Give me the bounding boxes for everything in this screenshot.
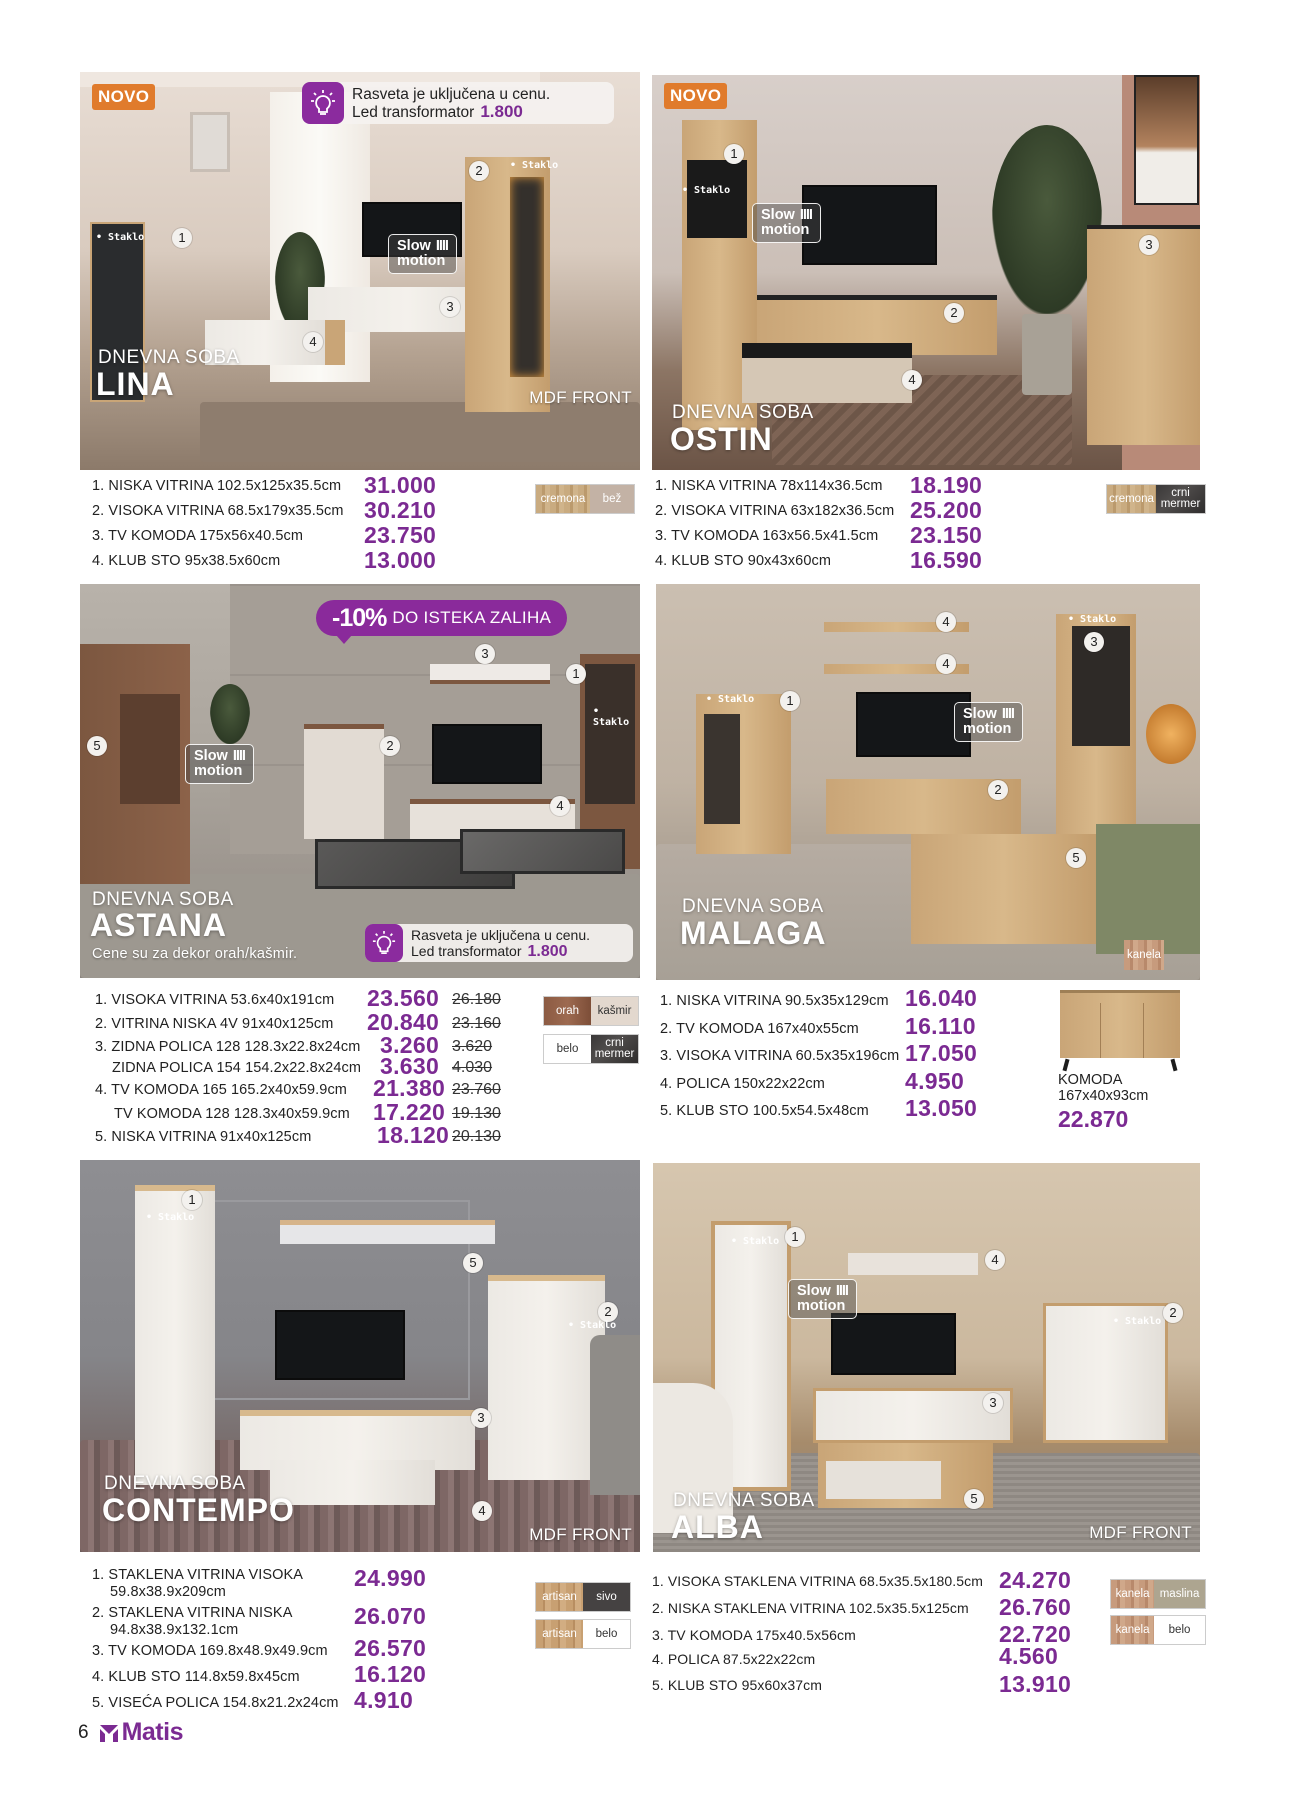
item-label: 4. KLUB STO 114.8x59.8x45cm (92, 1669, 300, 1685)
item-label: 2. VISOKA VITRINA 63x182x36.5cm (655, 503, 895, 519)
item-price: 26.570 (354, 1635, 427, 1661)
item-label: 3. ZIDNA POLICA 128 128.3x22.8x24cm (95, 1039, 361, 1055)
color-swatch-kanela-belo[interactable] (1110, 1615, 1206, 1645)
marker-4: 4 (936, 654, 956, 674)
price-row (660, 1095, 980, 1131)
klub-sto (742, 343, 912, 403)
price-row (95, 1008, 515, 1040)
color-swatch-artisan-belo[interactable] (535, 1619, 631, 1649)
price-row (95, 1075, 515, 1106)
item-dims: 94.8x38.9x132.1cm (110, 1622, 239, 1638)
tv (799, 185, 937, 265)
marker-5: 5 (463, 1253, 483, 1273)
color-swatch-artisan-sivo[interactable] (535, 1582, 631, 1612)
slow-bars-icon: IIII (799, 207, 812, 223)
color-swatch-kanela-maslina[interactable] (1110, 1579, 1206, 1609)
staklo-label: • Staklo (146, 1212, 195, 1223)
item-price: 4.950 (905, 1067, 965, 1094)
slow-word: Slow (397, 238, 431, 254)
led-line1: Rasveta je uključena u cenu. (352, 85, 551, 103)
staklo-label: • Staklo (96, 232, 145, 243)
marker-5: 5 (87, 736, 107, 756)
niska-vitrina (80, 644, 190, 884)
item-label: 4. POLICA 87.5x22x22cm (652, 1651, 816, 1667)
item-price: 30.210 (364, 497, 437, 523)
ostin-photo (652, 75, 1200, 470)
item-price: 23.750 (364, 522, 437, 548)
item-price: 16.110 (905, 1012, 976, 1039)
price-row (95, 985, 515, 1016)
staklo-label: • Staklo (731, 1236, 780, 1247)
item-price: 18.190 (910, 472, 983, 498)
swatch-maslina: maslina (1154, 1580, 1205, 1608)
slow-bars-icon: IIII (1001, 706, 1014, 722)
marker-1: 1 (566, 664, 586, 684)
promo-text: DO ISTEKA ZALIHA (392, 608, 552, 627)
ostin-price-list (655, 472, 1015, 578)
staklo-label: • Staklo (510, 160, 559, 171)
room-name-astana: ASTANA (90, 907, 227, 943)
matis-logo (99, 1718, 183, 1747)
novo-badge: NOVO (664, 83, 727, 109)
item-label: 2. STAKLENA VITRINA NISKA (92, 1605, 293, 1621)
marker-2: 2 (944, 303, 964, 323)
item-label: 3. TV KOMODA 175x40.5x56cm (652, 1627, 856, 1643)
item-label: 3. VISOKA VITRINA 60.5x35x196cm (660, 1048, 900, 1064)
price-row (652, 1671, 1072, 1703)
item-label: 1. VISOKA VITRINA 53.6x40x191cm (95, 992, 335, 1008)
price-row (95, 1032, 515, 1060)
room-subtitle: DNEVNA SOBA (92, 889, 234, 910)
item-label: 2. VISOKA VITRINA 68.5x179x35.5cm (92, 503, 344, 519)
slow-bars-icon: IIII (232, 748, 245, 764)
item-price: 24.990 (354, 1565, 427, 1591)
motion-word: motion (963, 721, 1012, 737)
promo-percent: -10% (332, 603, 387, 632)
item-label: 1. STAKLENA VITRINA VISOKA (92, 1567, 304, 1583)
plant (210, 684, 250, 744)
matis-logo-icon (99, 1723, 119, 1743)
alba-price-list (652, 1567, 1072, 1703)
old-price: 19.130 (452, 1104, 501, 1122)
item-price: 16.590 (910, 547, 983, 573)
old-price: 3.620 (452, 1038, 493, 1055)
contempo-price-list (92, 1567, 432, 1721)
room-name-ostin: OSTIN (670, 421, 773, 457)
slow-word: Slow (761, 207, 795, 223)
item-price: 3.260 (380, 1032, 440, 1058)
tv (275, 1310, 405, 1380)
item-price: 13.050 (905, 1095, 978, 1121)
price-row (652, 1594, 1072, 1627)
item-label: 3. TV KOMODA 175x56x40.5cm (92, 528, 304, 544)
page-number: 6 (78, 1721, 89, 1743)
swatch-crni-mermer: crni mermer (1156, 485, 1205, 513)
item-label: 2. NISKA STAKLENA VITRINA 102.5x35.5x125cm (652, 1600, 969, 1616)
led-price: 1.800 (527, 942, 568, 960)
plant (992, 125, 1102, 395)
komoda-product-image (1060, 990, 1180, 1058)
item-label: ZIDNA POLICA 154 154.2x22.8x24cm (112, 1060, 362, 1076)
item-label: 4. KLUB STO 90x43x60cm (655, 553, 832, 569)
item-label: 1. NISKA VITRINA 78x114x36.5cm (655, 478, 883, 494)
swatch-belo: belo (544, 1035, 591, 1063)
item-price: 16.120 (354, 1661, 427, 1687)
marker-3: 3 (1139, 235, 1159, 255)
item-dims: 59.8x38.9x209cm (110, 1584, 226, 1600)
color-swatch-orah-kasmir[interactable] (543, 996, 639, 1026)
marker-2: 2 (598, 1302, 618, 1322)
marker-4: 4 (936, 612, 956, 632)
mdf-front-label: MDF FRONT (529, 388, 632, 407)
marker-2: 2 (469, 161, 489, 181)
swatch-artisan: artisan (536, 1583, 583, 1611)
tv (831, 1313, 956, 1375)
swatch-cremona: cremona (536, 485, 590, 513)
item-price: 17.220 (373, 1098, 446, 1125)
room-subtitle: DNEVNA SOBA (104, 1473, 246, 1494)
marker-2: 2 (1163, 1303, 1183, 1323)
tv-komoda (813, 1388, 1013, 1443)
item-label: 5. VISEĆA POLICA 154.8x21.2x24cm (92, 1695, 339, 1711)
marker-5: 5 (1066, 848, 1086, 868)
room-subtitle: DNEVNA SOBA (673, 1490, 815, 1511)
slow-bars-icon: IIII (435, 238, 448, 254)
room-subtitle: DNEVNA SOBA (672, 402, 814, 423)
lina-photo (80, 72, 640, 470)
item-label: 2. TV KOMODA 167x40x55cm (660, 1020, 859, 1037)
led-info-box (365, 924, 633, 962)
item-label: 1. NISKA VITRINA 102.5x125x35.5cm (92, 478, 342, 494)
rug (200, 402, 640, 462)
led-line2: Led transformator (352, 103, 475, 121)
room-name-alba: ALBA (671, 1509, 764, 1545)
old-price: 23.160 (452, 1014, 501, 1032)
mdf-front-label: MDF FRONT (1089, 1523, 1192, 1542)
swatch-bez: bež (590, 485, 634, 513)
swatch-orah: orah (544, 997, 591, 1025)
item-label: 1. NISKA VITRINA 90.5x35x129cm (660, 993, 889, 1009)
wall-art (190, 112, 230, 172)
marker-3: 3 (471, 1408, 491, 1428)
price-row (95, 1122, 515, 1153)
price-row (652, 1621, 1072, 1651)
color-swatch-kanela[interactable]: kanela (1124, 940, 1164, 970)
marker-1: 1 (780, 691, 800, 711)
staklo-label: • Staklo (1113, 1316, 1162, 1327)
price-row (95, 1098, 515, 1130)
item-label: 4. TV KOMODA 165 165.2x40x59.9cm (95, 1082, 347, 1098)
item-label: 5. NISKA VITRINA 91x40x125cm (95, 1129, 312, 1145)
item-price: 22.720 (999, 1621, 1072, 1647)
decor-note: Cene su za dekor orah/kašmir. (92, 946, 298, 962)
old-price: 20.130 (452, 1128, 501, 1145)
marker-4: 4 (902, 370, 922, 390)
alba-photo (653, 1163, 1200, 1552)
price-row (92, 1567, 432, 1605)
viseca-polica (280, 1220, 495, 1244)
item-label: 3. TV KOMODA 163x56.5x41.5cm (655, 528, 879, 544)
niska-vitrina (1087, 225, 1200, 445)
lightbulb-icon (365, 924, 403, 962)
staklo-label: • Staklo (593, 706, 630, 728)
led-price: 1.800 (480, 101, 523, 121)
color-swatch-cremona-crni-mermer[interactable] (1106, 484, 1206, 514)
page-footer (78, 1718, 183, 1747)
komoda-price: 22.870 (1058, 1106, 1129, 1132)
item-price: 23.560 (367, 985, 440, 1011)
marker-1: 1 (724, 144, 744, 164)
color-swatch-cremona-bez[interactable] (535, 484, 635, 514)
zidna-polica (430, 664, 550, 684)
slow-word: Slow (194, 748, 228, 764)
slow-motion-badge (185, 744, 254, 784)
item-price: 18.120 (377, 1122, 450, 1148)
wall-art (1134, 75, 1199, 205)
novo-badge: NOVO (92, 84, 155, 110)
room-subtitle: DNEVNA SOBA (682, 896, 824, 917)
brand-name: Matis (121, 1718, 183, 1746)
item-price: 20.840 (367, 1008, 440, 1035)
marker-5: 5 (964, 1489, 984, 1509)
item-price: 21.380 (373, 1075, 446, 1101)
item-price: 24.270 (999, 1567, 1072, 1593)
item-label: 3. TV KOMODA 169.8x48.9x49.9cm (92, 1643, 328, 1659)
slow-bars-icon: IIII (835, 1283, 848, 1299)
motion-word: motion (194, 763, 243, 779)
malaga-photo (656, 584, 1200, 980)
marker-4: 4 (472, 1501, 492, 1521)
item-price: 4.560 (999, 1643, 1059, 1669)
komoda-name: KOMODA (1058, 1072, 1123, 1088)
item-price: 26.070 (354, 1603, 427, 1629)
swatch-kanela: kanela (1111, 1580, 1154, 1608)
price-row (652, 1567, 1072, 1600)
marker-2: 2 (988, 780, 1008, 800)
room-name-lina: LINA (96, 366, 175, 402)
sofa (590, 1335, 640, 1495)
komoda-dims: 167x40x93cm (1058, 1088, 1149, 1104)
marker-1: 1 (182, 1190, 202, 1210)
item-price: 4.910 (354, 1687, 414, 1713)
item-label: 4. POLICA 150x22x22cm (660, 1075, 825, 1092)
slow-motion-badge (788, 1279, 857, 1319)
motion-word: motion (397, 253, 446, 269)
item-price: 13.000 (364, 547, 437, 573)
item-price: 31.000 (364, 472, 437, 498)
sofa (1096, 824, 1200, 954)
slow-motion-badge (388, 234, 457, 274)
item-label: TV KOMODA 128 128.3x40x59.9cm (114, 1105, 350, 1122)
swatch-cremona: cremona (1107, 485, 1156, 513)
old-price: 4.030 (452, 1059, 493, 1076)
item-price: 23.150 (910, 522, 983, 548)
item-label: 4. KLUB STO 95x38.5x60cm (92, 553, 281, 569)
swatch-sivo: sivo (583, 1583, 630, 1611)
klub-sto-2 (460, 829, 625, 874)
price-row (655, 547, 1015, 578)
color-swatch-belo-crni-mermer[interactable] (543, 1034, 639, 1064)
item-label: 5. KLUB STO 95x60x37cm (652, 1677, 823, 1693)
niska-vitrina (696, 694, 791, 854)
vitrina-niska (304, 724, 384, 839)
staklena-vitrina-visoka (135, 1185, 215, 1485)
mdf-front-label: MDF FRONT (529, 1525, 632, 1544)
astana-photo (80, 584, 640, 978)
swatch-artisan: artisan (536, 1620, 583, 1648)
marker-4: 4 (550, 796, 570, 816)
item-price: 16.040 (905, 985, 978, 1011)
marker-3: 3 (1084, 632, 1104, 652)
marker-4: 4 (985, 1250, 1005, 1270)
motion-word: motion (761, 222, 810, 238)
lina-price-list (92, 472, 452, 578)
room-name-malaga: MALAGA (680, 915, 827, 951)
swatch-kasmir: kašmir (591, 997, 638, 1025)
old-price: 26.180 (452, 991, 501, 1008)
led-info-box (302, 82, 614, 124)
led-line2: Led transformator (411, 942, 522, 959)
item-price: 25.200 (910, 497, 983, 523)
astana-price-list (95, 985, 515, 1153)
malaga-price-list (660, 985, 980, 1131)
staklo-label: • Staklo (706, 694, 755, 705)
slow-word: Slow (797, 1283, 831, 1299)
room-subtitle: DNEVNA SOBA (98, 347, 240, 368)
marker-4: 4 (303, 332, 323, 352)
marker-2: 2 (380, 736, 400, 756)
marker-3: 3 (440, 297, 460, 317)
price-row (652, 1643, 1059, 1677)
item-price: 26.760 (999, 1594, 1072, 1620)
staklo-label: • Staklo (1068, 614, 1117, 625)
marker-3: 3 (983, 1393, 1003, 1413)
room-name-contempo: CONTEMPO (102, 1492, 295, 1528)
slow-word: Slow (963, 706, 997, 722)
old-price: 23.760 (452, 1081, 501, 1098)
swatch-crni-mermer: crni mermer (591, 1035, 638, 1063)
staklena-vitrina-niska (488, 1275, 605, 1480)
contempo-photo (80, 1160, 640, 1552)
slow-motion-badge (954, 702, 1023, 742)
staklo-label: • Staklo (682, 185, 731, 196)
item-price: 13.910 (999, 1671, 1072, 1697)
staklo-label: • Staklo (568, 1320, 617, 1331)
motion-word: motion (797, 1298, 846, 1314)
slow-motion-badge (752, 203, 821, 243)
lightbulb-icon (302, 82, 344, 124)
price-row (92, 547, 452, 578)
price-row (95, 1053, 515, 1082)
floor-lamp (1146, 704, 1196, 764)
item-label: 1. VISOKA STAKLENA VITRINA 68.5x35.5x180.5cm (652, 1573, 983, 1589)
item-price: 3.630 (380, 1053, 440, 1079)
swatch-belo: belo (583, 1620, 630, 1648)
item-label: 2. VITRINA NISKA 4V 91x40x125cm (95, 1015, 334, 1032)
swatch-kanela: kanela (1111, 1616, 1154, 1644)
swatch-belo: belo (1154, 1616, 1205, 1644)
polica (848, 1253, 978, 1275)
promo-badge (316, 600, 567, 636)
item-label: 5. KLUB STO 100.5x54.5x48cm (660, 1103, 869, 1119)
komoda-label (1058, 1072, 1148, 1104)
item-price: 17.050 (905, 1040, 978, 1066)
tv (432, 724, 542, 784)
marker-1: 1 (785, 1227, 805, 1247)
visoka-vitrina (465, 157, 550, 412)
marker-1: 1 (172, 228, 192, 248)
marker-3: 3 (475, 644, 495, 664)
led-line1: Rasveta je uključena u cenu. (411, 926, 590, 943)
